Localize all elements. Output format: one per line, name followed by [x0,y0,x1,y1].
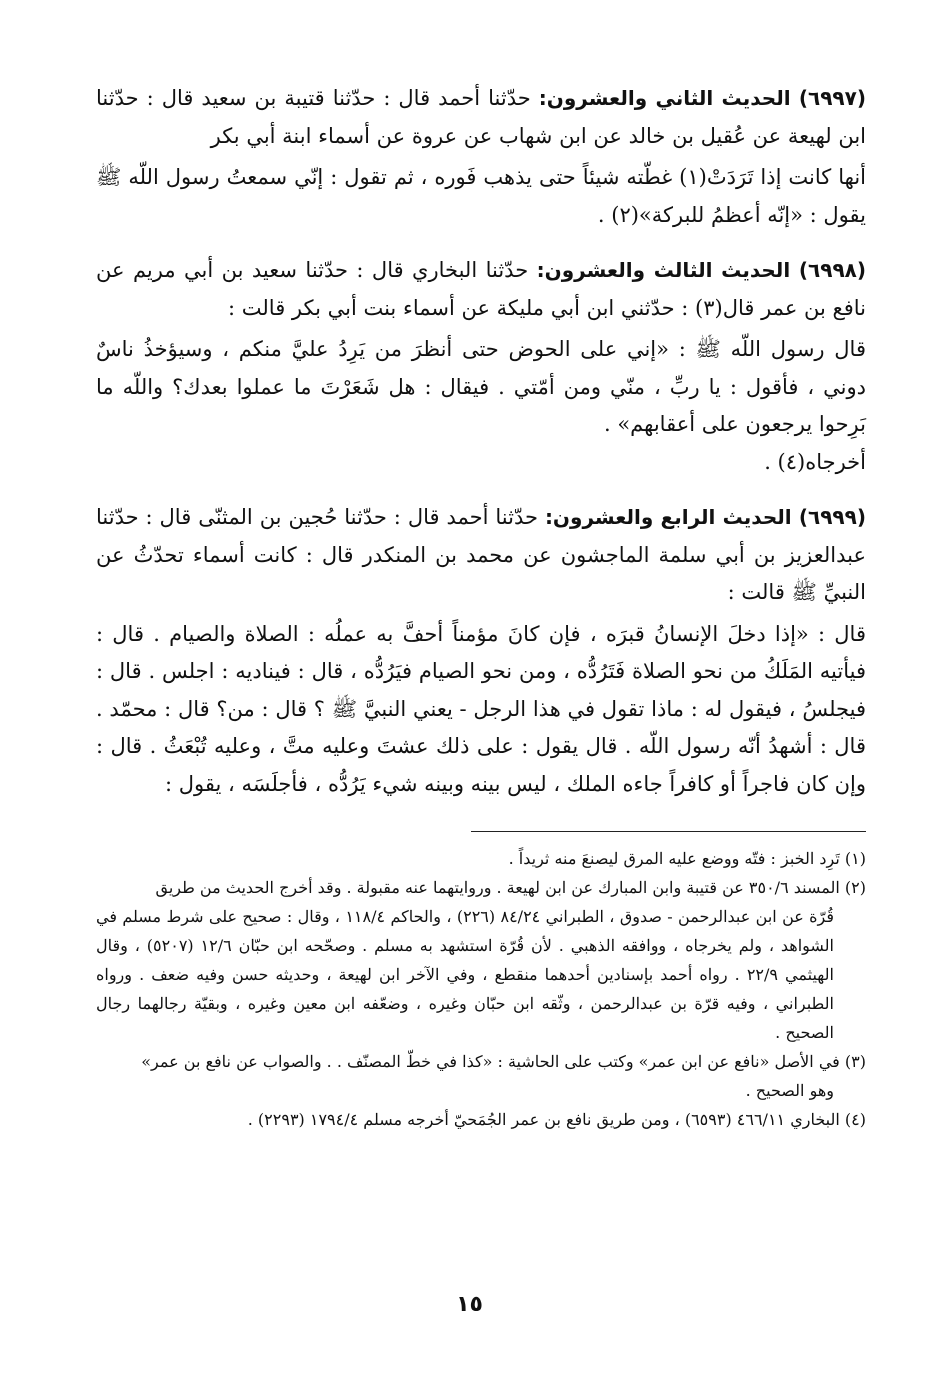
isnad-text: حدّثنا البخاري قال : حدّثنا سعيد بن أبي مريم عن نافع بن عمر قال(٣) : حدّثني ابن أبي مليكة عن أسماء بنت أبي بكر قالت : [96,258,866,320]
hadith-6998-takhrij: أخرجاه(٤) . [764,449,866,474]
isnad-text: حدّثنا أحمد قال : حدّثنا حُجين بن المثنّى قال : حدّثنا عبدالعزيز بن أبي سلمة الماجشون عن محمد بن المنكدر قال : كانت أسماء تحدّثُ عن النبيِّ ﷺ قالت : [96,505,866,604]
book-page [96,80,866,1134]
footnote-mark: (٤) [844,1110,866,1129]
footnote-text-continued: قُرّة عن ابن عبدالرحمن - صدوق ، الطبراني ٨٤/٢٤ (٢٢٦) ، والحاكم ١١٨/٤ ، وقال : صحيح على شرط مسلم في الشواهد ، ولم يخرجاه ، ووافقه الذهبي . لأن قُرّة استشهد به مسلم . وصحّحه ابن حبّان ١٢/٦ (٥٢٠٧) ، وقال الهيثمي ٢٢/٩ . رواه أحمد بإسنادين أحدهما منقطع ، وفي الآخر ابن لهيعة ، وحديثه حسن وفيه ضعف . ورواه الطبراني ، وفيه قرّة بن عبدالرحمن ، وثّقه ابن حبّان وغيره ، وضعّفه ابن معين وغيره ، وبقيّة رجالهما رجال الصحيح . [96,907,835,1042]
footnote-text: البخاري ٤٦٦/١١ (٦٥٩٣) ، ومن طريق نافع بن عمر الجُمَحيّ أخرجه مسلم ١٧٩٤/٤ (٢٢٩٣) . [247,1110,840,1129]
footnote-2 [96,873,866,1047]
hadith-6998-matn: قال رسول اللّه ﷺ : «إني على الحوض حتى أنظرَ من يَرِدُ عليَّ منكم ، وسيؤخذُ ناسٌ دوني ، فأقول : يا ربِّ ، منّي ومن أمّتي . فيقال : هل شَعَرْتَ ما عملوا بعدك؟ واللّه ما بَرِحوا يرجعون على أعقابهم» . [96,337,866,436]
hadith-6997-matn: أنها كانت إذا تَرَدَتْ(١) غطّته شيئاً حتى يذهب فَوره ، ثم تقول : إنّي سمعتُ رسول اللّه ﷺ يقول : «إنّه أعظمُ للبركة»(٢) . [96,165,866,227]
footnote-separator [471,831,866,832]
page-number: ١٥ [456,1292,483,1317]
main-text [96,80,866,803]
footnote-mark: (١) [844,849,866,868]
hadith-heading: (٦٩٩٩) الحديث الرابع والعشرون: [544,505,866,529]
hadith-heading: (٦٩٩٨) الحديث الثالث والعشرون: [536,258,866,282]
hadith-6997-isnad [96,80,866,155]
hadith-6998-isnad [96,252,866,327]
footnote-text: تَرِد الخبز : فتّه ووضع عليه المرق ليصنعَ منه ثريداً . [508,849,840,868]
isnad-text: حدّثنا أحمد قال : حدّثنا قتيبة بن سعيد قال : حدّثنا ابن لهيعة عن عُقيل بن خالد عن ابن شهاب عن عروة عن أسماء ابنة أبي بكر [96,86,866,148]
footnote-4 [96,1105,866,1134]
footnote-mark: (٣) [844,1052,866,1071]
hadith-6999-isnad [96,499,866,612]
footnote-text-continued: وهو الصحيح . [745,1081,834,1100]
footnotes [96,844,866,1134]
hadith-6999-matn: قال : «إذا دخلَ الإنسانُ قبرَه ، فإن كانَ مؤمناً أحفَّ به عملُه : الصلاة والصيام . قال : فيأتيه المَلَكُ من نحو الصلاة فَتَرُدُّه ، ومن نحو الصيام فيَرُدُّه ، قال : فيناديه : اجلس . قال : فيجلسُ ، فيقول له : ماذا تقول في هذا الرجل - يعني النبيَّ ﷺ ؟ قال : من؟ قال : محمّد . قال : أشهدُ أنّه رسول اللّه . قال يقول : على ذلك عشتَ وعليه متَّ ، وعليه تُبْعَثُ . قال : وإن كان فاجراً أو كافراً جاءه الملك ، ليس بينه وبينه شيء يَرُدُّه ، فأجلَسَه ، يقول : [96,621,866,796]
footnote-1 [96,844,866,873]
footnote-text: المسند ٣٥٠/٦ عن قتيبة وابن المبارك عن ابن لهيعة . وروايتهما عنه مقبولة . وقد أخرج الحديث من طريق [155,878,840,897]
footnote-mark: (٢) [844,878,866,897]
footnote-text: في الأصل «نافع عن ابن عمر» وكتب على الحاشية : «كذا في خطّ المصنّف . . والصواب عن نافع بن عمر» [141,1052,840,1071]
footnote-3 [96,1047,866,1105]
hadith-heading: (٦٩٩٧) الحديث الثاني والعشرون: [538,86,866,110]
